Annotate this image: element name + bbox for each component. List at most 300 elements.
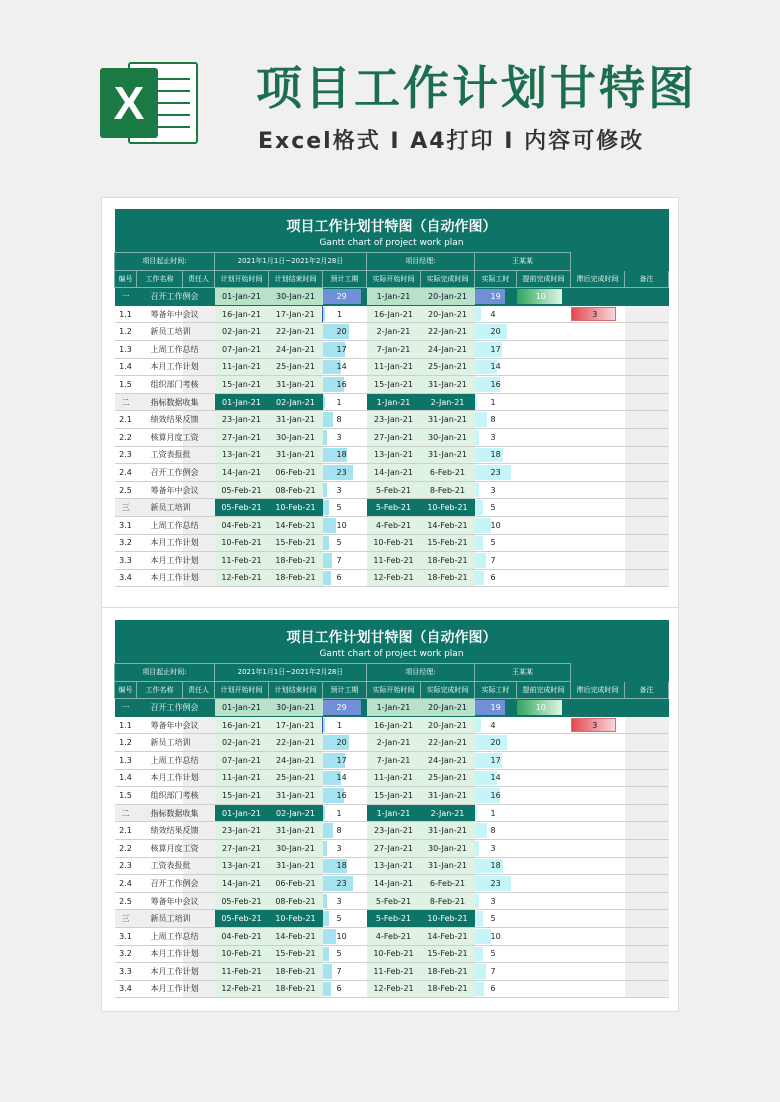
actual-end: 8-Feb-21 [421, 481, 475, 499]
duration-value: 3 [336, 432, 342, 442]
duration-value: 8 [336, 826, 342, 836]
actual-start: 4-Feb-21 [367, 927, 421, 945]
plan-start: 04-Feb-21 [215, 516, 269, 534]
duration-cell [323, 516, 367, 534]
duration-value: 20 [336, 738, 347, 748]
duration-bar [323, 536, 330, 551]
actual-hours-value: 23 [490, 878, 501, 888]
table-row [115, 787, 669, 805]
note-cell [625, 323, 669, 341]
actual-end: 22-Jan-21 [421, 734, 475, 752]
duration-cell [323, 499, 367, 517]
column-header: 滞后完成时间 [571, 270, 625, 288]
plan-end: 31-Jan-21 [269, 446, 323, 464]
task-name: 本月工作计划 [137, 358, 183, 376]
table-row [115, 734, 669, 752]
actual-hours-cell [475, 464, 517, 482]
actual-hours-value: 18 [490, 450, 501, 460]
column-header: 实际工时 [475, 681, 517, 699]
note-cell [625, 699, 669, 717]
plan-start: 16-Jan-21 [215, 716, 269, 734]
duration-value: 29 [336, 291, 347, 301]
early-cell [517, 857, 571, 875]
duration-bar [323, 823, 334, 838]
table-row [115, 464, 669, 482]
duration-cell [323, 323, 367, 341]
plan-start: 11-Jan-21 [215, 358, 269, 376]
early-cell [517, 305, 571, 323]
plan-start: 07-Jan-21 [215, 340, 269, 358]
note-cell [625, 516, 669, 534]
actual-hours-cell [475, 305, 517, 323]
row-id: 3.4 [115, 980, 137, 998]
early-cell [517, 980, 571, 998]
column-header: 预计工期 [323, 270, 367, 288]
actual-hours-value: 4 [490, 720, 496, 730]
row-id: 2.3 [115, 446, 137, 464]
duration-cell [323, 927, 367, 945]
row-id: 1.1 [115, 716, 137, 734]
plan-start: 01-Jan-21 [215, 288, 269, 306]
actual-hours-bar [475, 841, 480, 856]
manager-label: 项目经理: [367, 253, 475, 271]
task-name: 组织部门考核 [137, 376, 183, 394]
column-header: 计划开始时间 [215, 681, 269, 699]
gantt-table [114, 209, 669, 587]
column-header: 实际开始时间 [367, 270, 421, 288]
duration-cell [323, 857, 367, 875]
early-cell [517, 376, 571, 394]
gantt-sheet-2 [101, 607, 679, 1012]
column-header: 计划结束时间 [269, 681, 323, 699]
column-header: 编号 [115, 681, 137, 699]
duration-value: 10 [336, 931, 347, 941]
plan-end: 18-Feb-21 [269, 552, 323, 570]
late-cell [571, 446, 625, 464]
task-name: 上周工作总结 [137, 516, 183, 534]
row-id: 一 [115, 288, 137, 306]
duration-cell [323, 411, 367, 429]
column-header: 计划开始时间 [215, 270, 269, 288]
table-row [115, 910, 669, 928]
plan-end: 06-Feb-21 [269, 875, 323, 893]
plan-start: 04-Feb-21 [215, 927, 269, 945]
early-cell [517, 910, 571, 928]
row-id: 2.2 [115, 428, 137, 446]
duration-bar [323, 982, 331, 997]
manager-value: 王某某 [475, 664, 571, 682]
manager-value: 王某某 [475, 253, 571, 271]
row-id: 3.2 [115, 945, 137, 963]
actual-hours-value: 8 [490, 826, 496, 836]
table-row [115, 839, 669, 857]
actual-hours-cell [475, 963, 517, 981]
row-id: 1.2 [115, 323, 137, 341]
actual-start: 5-Feb-21 [367, 910, 421, 928]
row-id: 2.5 [115, 892, 137, 910]
early-value: 10 [535, 702, 546, 712]
duration-bar [323, 412, 334, 427]
table-row [115, 769, 669, 787]
late-cell [571, 428, 625, 446]
actual-hours-bar [475, 571, 485, 586]
duration-bar [323, 964, 332, 979]
page-subtitle: Excel格式 Ⅰ A4打印 Ⅰ 内容可修改 [258, 129, 645, 154]
plan-end: 24-Jan-21 [269, 751, 323, 769]
late-cell [571, 499, 625, 517]
duration-cell [323, 305, 367, 323]
task-name: 新员工培训 [137, 323, 183, 341]
actual-hours-cell [475, 411, 517, 429]
column-header: 实际开始时间 [367, 681, 421, 699]
actual-hours-cell [475, 340, 517, 358]
actual-end: 15-Feb-21 [421, 534, 475, 552]
late-cell [571, 839, 625, 857]
actual-hours-value: 19 [490, 702, 501, 712]
note-cell [625, 927, 669, 945]
duration-cell [323, 980, 367, 998]
actual-end: 24-Jan-21 [421, 340, 475, 358]
plan-end: 17-Jan-21 [269, 305, 323, 323]
early-value: 10 [535, 291, 546, 301]
note-cell [625, 428, 669, 446]
actual-start: 5-Feb-21 [367, 481, 421, 499]
duration-cell [323, 358, 367, 376]
task-name: 本月工作计划 [137, 980, 183, 998]
column-header: 提前完成时间 [517, 681, 571, 699]
note-cell [625, 804, 669, 822]
actual-start: 27-Jan-21 [367, 428, 421, 446]
plan-end: 31-Jan-21 [269, 376, 323, 394]
duration-bar [323, 911, 330, 926]
plan-start: 11-Feb-21 [215, 552, 269, 570]
row-id: 2.4 [115, 875, 137, 893]
plan-end: 14-Feb-21 [269, 927, 323, 945]
actual-start: 23-Jan-21 [367, 822, 421, 840]
duration-cell [323, 464, 367, 482]
actual-end: 14-Feb-21 [421, 516, 475, 534]
duration-cell [323, 769, 367, 787]
early-cell [517, 569, 571, 587]
actual-hours-bar [475, 412, 488, 427]
duration-value: 3 [336, 485, 342, 495]
duration-value: 17 [336, 755, 347, 765]
duration-value: 1 [336, 397, 342, 407]
table-row [115, 411, 669, 429]
duration-bar [323, 718, 325, 733]
duration-cell [323, 716, 367, 734]
actual-start: 1-Jan-21 [367, 699, 421, 717]
actual-end: 8-Feb-21 [421, 892, 475, 910]
actual-start: 10-Feb-21 [367, 945, 421, 963]
actual-end: 20-Jan-21 [421, 716, 475, 734]
table-row [115, 288, 669, 306]
note-cell [625, 446, 669, 464]
early-cell [517, 963, 571, 981]
plan-end: 25-Jan-21 [269, 769, 323, 787]
row-id: 2.2 [115, 839, 137, 857]
duration-cell [323, 569, 367, 587]
row-id: 2.1 [115, 822, 137, 840]
actual-hours-cell [475, 857, 517, 875]
actual-end: 18-Feb-21 [421, 569, 475, 587]
actual-hours-value: 16 [490, 379, 501, 389]
sheet-subtitle: Gantt chart of project work plan [115, 649, 669, 664]
early-cell [517, 411, 571, 429]
note-cell [625, 822, 669, 840]
note-cell [625, 910, 669, 928]
plan-start: 10-Feb-21 [215, 534, 269, 552]
column-header: 责任人 [183, 681, 215, 699]
task-name: 上周工作总结 [137, 340, 183, 358]
late-cell [571, 534, 625, 552]
plan-end: 22-Jan-21 [269, 734, 323, 752]
actual-start: 1-Jan-21 [367, 288, 421, 306]
column-header: 滞后完成时间 [571, 681, 625, 699]
task-name: 指标数据收集 [137, 393, 183, 411]
plan-end: 30-Jan-21 [269, 839, 323, 857]
plan-end: 24-Jan-21 [269, 340, 323, 358]
duration-cell [323, 822, 367, 840]
plan-start: 27-Jan-21 [215, 428, 269, 446]
logo-letter: X [100, 68, 158, 138]
duration-cell [323, 910, 367, 928]
actual-end: 31-Jan-21 [421, 787, 475, 805]
duration-value: 10 [336, 520, 347, 530]
actual-end: 10-Feb-21 [421, 499, 475, 517]
actual-hours-cell [475, 358, 517, 376]
task-name: 工资表报批 [137, 446, 183, 464]
actual-hours-value: 10 [490, 931, 501, 941]
late-cell [571, 734, 625, 752]
column-header: 备注 [625, 681, 669, 699]
column-header: 责任人 [183, 270, 215, 288]
plan-start: 12-Feb-21 [215, 569, 269, 587]
actual-hours-cell [475, 910, 517, 928]
actual-hours-bar [475, 718, 481, 733]
plan-start: 11-Jan-21 [215, 769, 269, 787]
late-cell [571, 376, 625, 394]
actual-start: 16-Jan-21 [367, 305, 421, 323]
duration-cell [323, 288, 367, 306]
actual-hours-cell [475, 516, 517, 534]
actual-end: 2-Jan-21 [421, 393, 475, 411]
task-name: 核算月度工资 [137, 839, 183, 857]
duration-bar [323, 841, 327, 856]
actual-hours-bar [475, 483, 480, 498]
table-row [115, 569, 669, 587]
row-id: 3.1 [115, 516, 137, 534]
actual-start: 1-Jan-21 [367, 804, 421, 822]
duration-bar [323, 395, 325, 410]
actual-hours-cell [475, 751, 517, 769]
sheet-title: 项目工作计划甘特图（自动作图） [115, 209, 669, 238]
actual-hours-bar [475, 430, 480, 445]
late-cell [571, 980, 625, 998]
table-row [115, 751, 669, 769]
duration-bar [323, 500, 330, 515]
plan-end: 10-Feb-21 [269, 499, 323, 517]
plan-end: 02-Jan-21 [269, 393, 323, 411]
actual-hours-cell [475, 393, 517, 411]
late-cell [571, 699, 625, 717]
late-value: 3 [592, 309, 598, 319]
actual-hours-value: 3 [490, 432, 496, 442]
duration-value: 29 [336, 702, 347, 712]
row-id: 1.4 [115, 769, 137, 787]
duration-cell [323, 534, 367, 552]
actual-hours-value: 3 [490, 896, 496, 906]
plan-end: 30-Jan-21 [269, 699, 323, 717]
actual-hours-value: 18 [490, 861, 501, 871]
actual-hours-value: 5 [490, 503, 496, 513]
note-cell [625, 734, 669, 752]
duration-value: 8 [336, 415, 342, 425]
duration-cell [323, 376, 367, 394]
page-header [0, 0, 780, 190]
duration-value: 7 [336, 555, 342, 565]
early-cell [517, 481, 571, 499]
plan-end: 06-Feb-21 [269, 464, 323, 482]
actual-hours-cell [475, 716, 517, 734]
actual-hours-bar [475, 911, 483, 926]
actual-end: 30-Jan-21 [421, 428, 475, 446]
late-cell [571, 305, 625, 323]
plan-end: 22-Jan-21 [269, 323, 323, 341]
actual-hours-value: 20 [490, 327, 501, 337]
early-cell [517, 875, 571, 893]
note-cell [625, 787, 669, 805]
actual-hours-cell [475, 980, 517, 998]
duration-value: 17 [336, 344, 347, 354]
actual-end: 6-Feb-21 [421, 875, 475, 893]
actual-hours-value: 5 [490, 949, 496, 959]
plan-start: 15-Jan-21 [215, 376, 269, 394]
late-cell [571, 927, 625, 945]
date-range-label: 项目起止时间: [115, 664, 215, 682]
plan-end: 14-Feb-21 [269, 516, 323, 534]
duration-cell [323, 787, 367, 805]
table-row [115, 481, 669, 499]
plan-end: 31-Jan-21 [269, 787, 323, 805]
table-row [115, 857, 669, 875]
actual-start: 14-Jan-21 [367, 464, 421, 482]
duration-bar [323, 929, 336, 944]
duration-cell [323, 963, 367, 981]
task-name: 筹备年中会议 [137, 892, 183, 910]
actual-end: 15-Feb-21 [421, 945, 475, 963]
plan-end: 08-Feb-21 [269, 892, 323, 910]
actual-end: 14-Feb-21 [421, 927, 475, 945]
task-name: 本月工作计划 [137, 534, 183, 552]
table-row [115, 822, 669, 840]
note-cell [625, 980, 669, 998]
late-cell [571, 857, 625, 875]
actual-end: 31-Jan-21 [421, 411, 475, 429]
plan-end: 08-Feb-21 [269, 481, 323, 499]
actual-hours-bar [475, 964, 486, 979]
plan-start: 05-Feb-21 [215, 481, 269, 499]
column-header: 预计工期 [323, 681, 367, 699]
actual-start: 4-Feb-21 [367, 516, 421, 534]
duration-bar [323, 430, 327, 445]
early-cell [517, 927, 571, 945]
gantt-table [114, 620, 669, 998]
late-cell [571, 358, 625, 376]
actual-hours-bar [475, 982, 485, 997]
early-cell [517, 751, 571, 769]
column-header: 编号 [115, 270, 137, 288]
row-id: 3.2 [115, 534, 137, 552]
task-name: 新员工培训 [137, 910, 183, 928]
actual-hours-value: 4 [490, 309, 496, 319]
actual-end: 10-Feb-21 [421, 910, 475, 928]
row-id: 3.3 [115, 552, 137, 570]
duration-cell [323, 552, 367, 570]
duration-cell [323, 428, 367, 446]
plan-start: 23-Jan-21 [215, 411, 269, 429]
actual-hours-value: 14 [490, 362, 501, 372]
actual-hours-cell [475, 569, 517, 587]
actual-end: 20-Jan-21 [421, 305, 475, 323]
task-name: 核算月度工资 [137, 428, 183, 446]
duration-bar [323, 947, 330, 962]
actual-hours-value: 3 [490, 843, 496, 853]
row-id: 3.1 [115, 927, 137, 945]
duration-cell [323, 804, 367, 822]
note-cell [625, 358, 669, 376]
actual-hours-cell [475, 552, 517, 570]
plan-start: 27-Jan-21 [215, 839, 269, 857]
actual-start: 1-Jan-21 [367, 393, 421, 411]
duration-value: 16 [336, 379, 347, 389]
actual-end: 31-Jan-21 [421, 857, 475, 875]
actual-end: 30-Jan-21 [421, 839, 475, 857]
table-row [115, 552, 669, 570]
actual-hours-cell [475, 769, 517, 787]
table-row [115, 516, 669, 534]
note-cell [625, 839, 669, 857]
early-cell [517, 769, 571, 787]
actual-end: 6-Feb-21 [421, 464, 475, 482]
table-row [115, 892, 669, 910]
actual-start: 15-Jan-21 [367, 787, 421, 805]
row-id: 2.4 [115, 464, 137, 482]
actual-end: 31-Jan-21 [421, 376, 475, 394]
plan-start: 01-Jan-21 [215, 393, 269, 411]
note-cell [625, 552, 669, 570]
actual-hours-value: 8 [490, 415, 496, 425]
duration-bar [323, 806, 325, 821]
plan-end: 02-Jan-21 [269, 804, 323, 822]
task-name: 上周工作总结 [137, 927, 183, 945]
late-cell [571, 393, 625, 411]
table-row [115, 446, 669, 464]
actual-hours-cell [475, 892, 517, 910]
early-cell [517, 822, 571, 840]
late-cell [571, 787, 625, 805]
late-cell [571, 569, 625, 587]
actual-end: 20-Jan-21 [421, 699, 475, 717]
duration-cell [323, 481, 367, 499]
late-cell [571, 481, 625, 499]
early-cell [517, 552, 571, 570]
duration-value: 6 [336, 984, 342, 994]
actual-hours-value: 1 [490, 397, 496, 407]
duration-value: 5 [336, 949, 342, 959]
duration-value: 1 [337, 720, 343, 730]
actual-end: 18-Feb-21 [421, 552, 475, 570]
